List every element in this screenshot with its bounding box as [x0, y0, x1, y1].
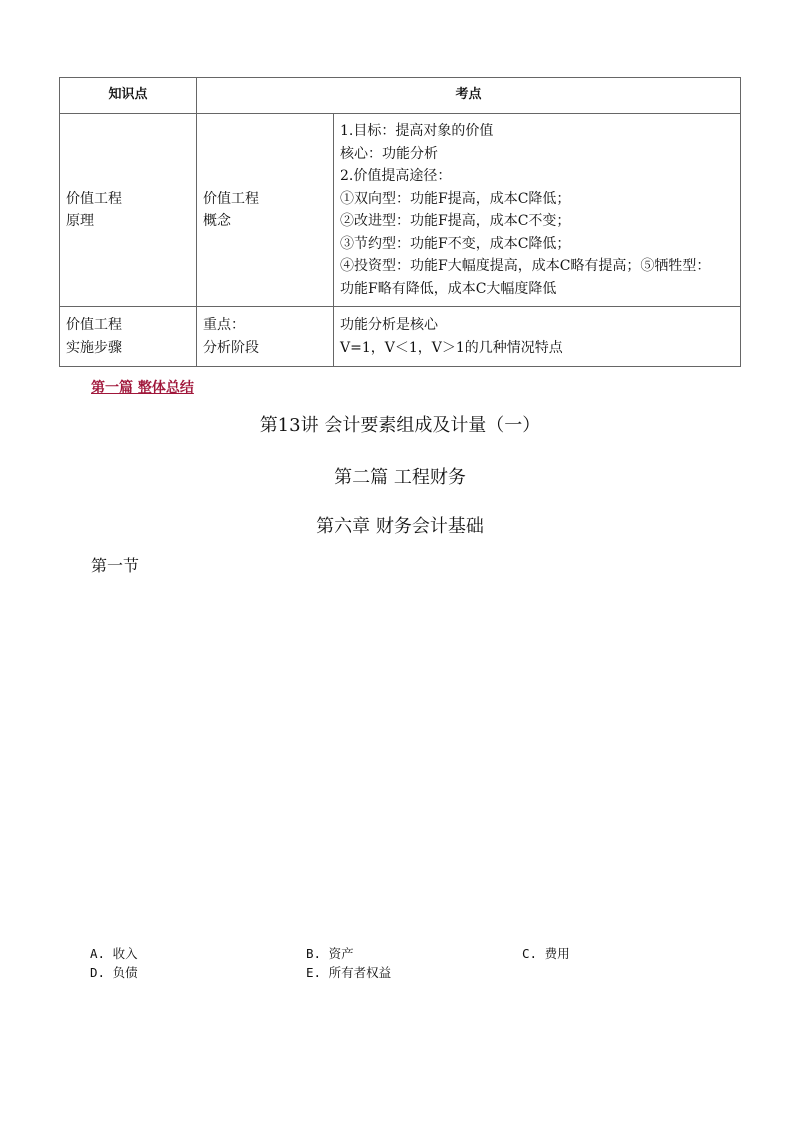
option-b: B. 资产: [306, 946, 354, 961]
point-line: 功能分析是核心: [340, 317, 438, 333]
point-line: 功能F略有降低，成本C大幅度降低: [340, 280, 557, 297]
summary-link[interactable]: 第一篇 整体总结: [91, 380, 194, 396]
lecture-title: 第13讲 会计要素组成及计量（一）: [259, 415, 541, 436]
header-knowledge-point: 知识点: [60, 78, 197, 114]
point-line: 1.目标：提高对象的价值: [340, 123, 494, 139]
point-line: ④投资型：功能F大幅度提高，成本C略有提高；⑤牺牲型：: [340, 258, 711, 274]
topic-line: 价值工程: [66, 317, 122, 333]
option-d: D. 负债: [90, 965, 138, 980]
table-row: [60, 307, 741, 367]
subtopic-line: 概念: [203, 213, 231, 229]
subtopic-line: 重点：: [203, 317, 245, 333]
chapter-title: 第六章 财务会计基础: [316, 516, 484, 537]
subtopic-line: 价值工程: [203, 190, 259, 207]
point-line: ②改进型：功能F提高，成本C不变；: [340, 213, 571, 229]
points-cell: [334, 114, 741, 307]
header-exam-point: 考点: [197, 78, 741, 114]
knowledge-table: [59, 77, 741, 367]
option-c: C. 费用: [522, 946, 570, 961]
option-e: E. 所有者权益: [306, 965, 392, 980]
point-line: ①双向型：功能F提高，成本C降低；: [340, 190, 571, 207]
topic-cell: [60, 114, 197, 307]
subtopic-cell: [197, 307, 334, 367]
table-row: [60, 114, 741, 307]
topic-line: 实施步骤: [66, 339, 122, 356]
section-title: 第一节: [91, 556, 140, 575]
part-title: 第二篇 工程财务: [334, 467, 466, 488]
point-line: ③节约型：功能F不变，成本C降低；: [340, 235, 571, 252]
table-header-row: [60, 78, 741, 114]
points-cell: [334, 307, 741, 367]
topic-cell: [60, 307, 197, 367]
subtopic-cell: [197, 114, 334, 307]
point-line: 核心：功能分析: [340, 145, 438, 162]
point-line: 2.价值提高途径：: [340, 168, 452, 184]
option-a: A. 收入: [90, 946, 138, 961]
topic-line: 原理: [66, 213, 94, 229]
point-line: V=1，V＜1，V＞1的几种情况特点: [340, 339, 563, 356]
subtopic-line: 分析阶段: [203, 339, 259, 356]
topic-line: 价值工程: [66, 190, 122, 207]
